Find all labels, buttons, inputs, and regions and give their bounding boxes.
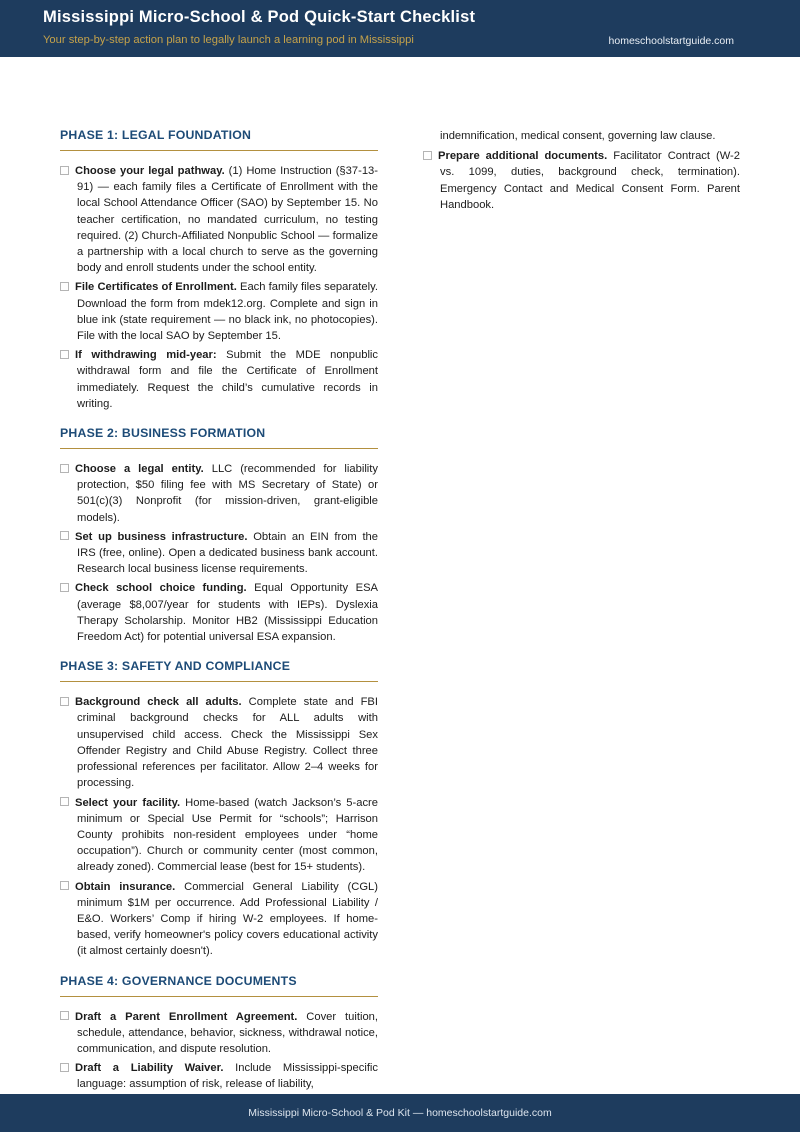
checklist-item [60, 795, 378, 876]
item-text: Submit the MDE nonpublic withdrawal form and file the Certificate of Enrollment immediately. Request the child’s cumulative records in writing. [77, 349, 379, 410]
checkbox[interactable] [60, 583, 69, 592]
checklist-item [60, 694, 378, 791]
item-lead: Prepare additional documents. [438, 150, 608, 163]
checklist-item [423, 148, 740, 213]
footer-text: Mississippi Micro-School & Pod Kit — homeschoolstartguide.com [248, 1107, 552, 1119]
checkbox[interactable] [60, 1011, 69, 1020]
item-text: (1) Home Instruction (§37-13-91) — each family files a Certificate of Enrollment with the local School Attendance Officer (SAO) by September 15. No teacher certification, no mandated curriculum, no testing required. (2) Church-Affiliated Nonpublic School — formalize a partnership with a local church to serve as the governing body and enroll students under the school entity. [77, 165, 378, 275]
checkbox[interactable] [423, 151, 432, 160]
checklist-item [60, 279, 378, 344]
phase-3-heading: PHASE 3: SAFETY AND COMPLIANCE [60, 659, 291, 674]
checklist-item [60, 1009, 378, 1058]
checkbox[interactable] [60, 464, 69, 473]
item-text: Obtain an EIN from the IRS (free, online). Open a dedicated business bank account. Research local business license requirements. [77, 530, 378, 576]
left-column [60, 128, 378, 1096]
checklist-item [60, 879, 378, 960]
checklist-item [60, 580, 378, 645]
checkbox[interactable] [60, 797, 69, 806]
page-title: Mississippi Micro-School & Pod Quick-Start Checklist [43, 8, 476, 26]
phase-1-section [60, 128, 378, 412]
item-text: Facilitator Contract (W-2 vs. 1099, duties, background check, termination). Emergency Contact and Medical Consent Form. Parent Handbook. [440, 150, 740, 211]
checkbox[interactable] [60, 531, 69, 540]
checklist-item [60, 163, 378, 276]
item-lead: Check school choice funding. [75, 582, 247, 595]
checkbox[interactable] [60, 166, 69, 175]
item-lead: If withdrawing mid-year: [75, 349, 217, 362]
item-text: Complete state and FBI criminal background checks for ALL adults with unsupervised child access. Check the Mississippi Sex Offender Registry and Child Abuse Registry. Collect three professional references per facilitator. Allow 2–4 weeks for processing. [77, 696, 379, 790]
right-column [423, 128, 740, 1096]
phase-2-section [60, 426, 378, 645]
item-lead: Draft a Parent Enrollment Agreement. [75, 1010, 298, 1023]
phase-rule-divider [60, 448, 378, 449]
item-lead: Draft a Liability Waiver. [75, 1062, 224, 1075]
checklist-body [60, 128, 740, 1096]
header-band [0, 0, 800, 57]
checkbox[interactable] [60, 1063, 69, 1072]
checklist-item [60, 461, 378, 526]
checkbox[interactable] [60, 350, 69, 359]
phase-2-heading: PHASE 2: BUSINESS FORMATION [60, 426, 266, 441]
item-lead: Select your facility. [75, 796, 181, 809]
checkbox[interactable] [60, 282, 69, 291]
item-text: LLC (recommended for liability protection, $50 filing fee with MS Secretary of State) or 501(c)(3) Nonprofit (for mission-driven, grant-eligible models). [77, 463, 378, 524]
phase-rule-divider [60, 996, 378, 997]
item-text: Cover tuition, schedule, attendance, behavior, sickness, withdrawal notice, communication, and dispute resolution. [77, 1010, 378, 1055]
checkbox[interactable] [60, 697, 69, 706]
phase-4-section [60, 974, 378, 1093]
item-lead: Background check all adults. [75, 696, 242, 709]
phase-3-section [60, 659, 378, 959]
item-text: Home-based (watch Jackson’s 5-acre minimum or Special Use Permit for “schools”; Harrison County prohibits non-resident employees under “home occupation”). Church or community center (most common, already zoned). Commercial lease (best for 15+ students). [77, 796, 379, 874]
item-lead: File Certificates of Enrollment. [75, 281, 237, 294]
checklist-item [60, 529, 378, 578]
checklist-item [60, 1060, 378, 1092]
checklist-item [60, 347, 378, 412]
phase-4-heading: PHASE 4: GOVERNANCE DOCUMENTS [60, 973, 297, 988]
site-url: homeschoolstartguide.com [608, 35, 734, 47]
phase-1-heading: PHASE 1: LEGAL FOUNDATION [60, 128, 252, 142]
item-lead: Set up business infrastructure. [75, 530, 248, 543]
item-text: Include Mississippi-specific language: assumption of risk, release of liability, [77, 1062, 379, 1091]
item-text: Commercial General Liability (CGL) minimum $1M per occurrence. Add Professional Liability / E&O. Workers’ Comp if hiring W-2 employees. If home-based, verify homeowner's policy covers educational activity (it almost certainly doesn't). [77, 880, 378, 958]
footer-band [0, 1094, 800, 1132]
item-text: Each family files separately. Download the form from mdek12.org. Complete and sign in blue ink (state requirement — no black ink, no photocopies). File with the local SAO by September 15. [77, 281, 378, 343]
phase-rule-divider [60, 150, 378, 151]
page-subtitle: Your step-by-step action plan to legally launch a learning pod in Mississippi [43, 34, 414, 46]
checkbox[interactable] [60, 881, 69, 890]
item-lead: Choose a legal entity. [75, 463, 204, 476]
phase-rule-divider [60, 681, 378, 682]
item-text-continuation: indemnification, medical consent, governing law clause. [440, 130, 716, 142]
item-lead: Obtain insurance. [75, 880, 176, 893]
item-lead: Choose your legal pathway. [75, 165, 225, 177]
item-text: Equal Opportunity ESA (average $8,007/year for students with IEPs). Dyslexia Therapy Scholarship. Monitor HB2 (Mississippi Education Freedom Act) for potential universal ESA expansion. [77, 582, 378, 644]
